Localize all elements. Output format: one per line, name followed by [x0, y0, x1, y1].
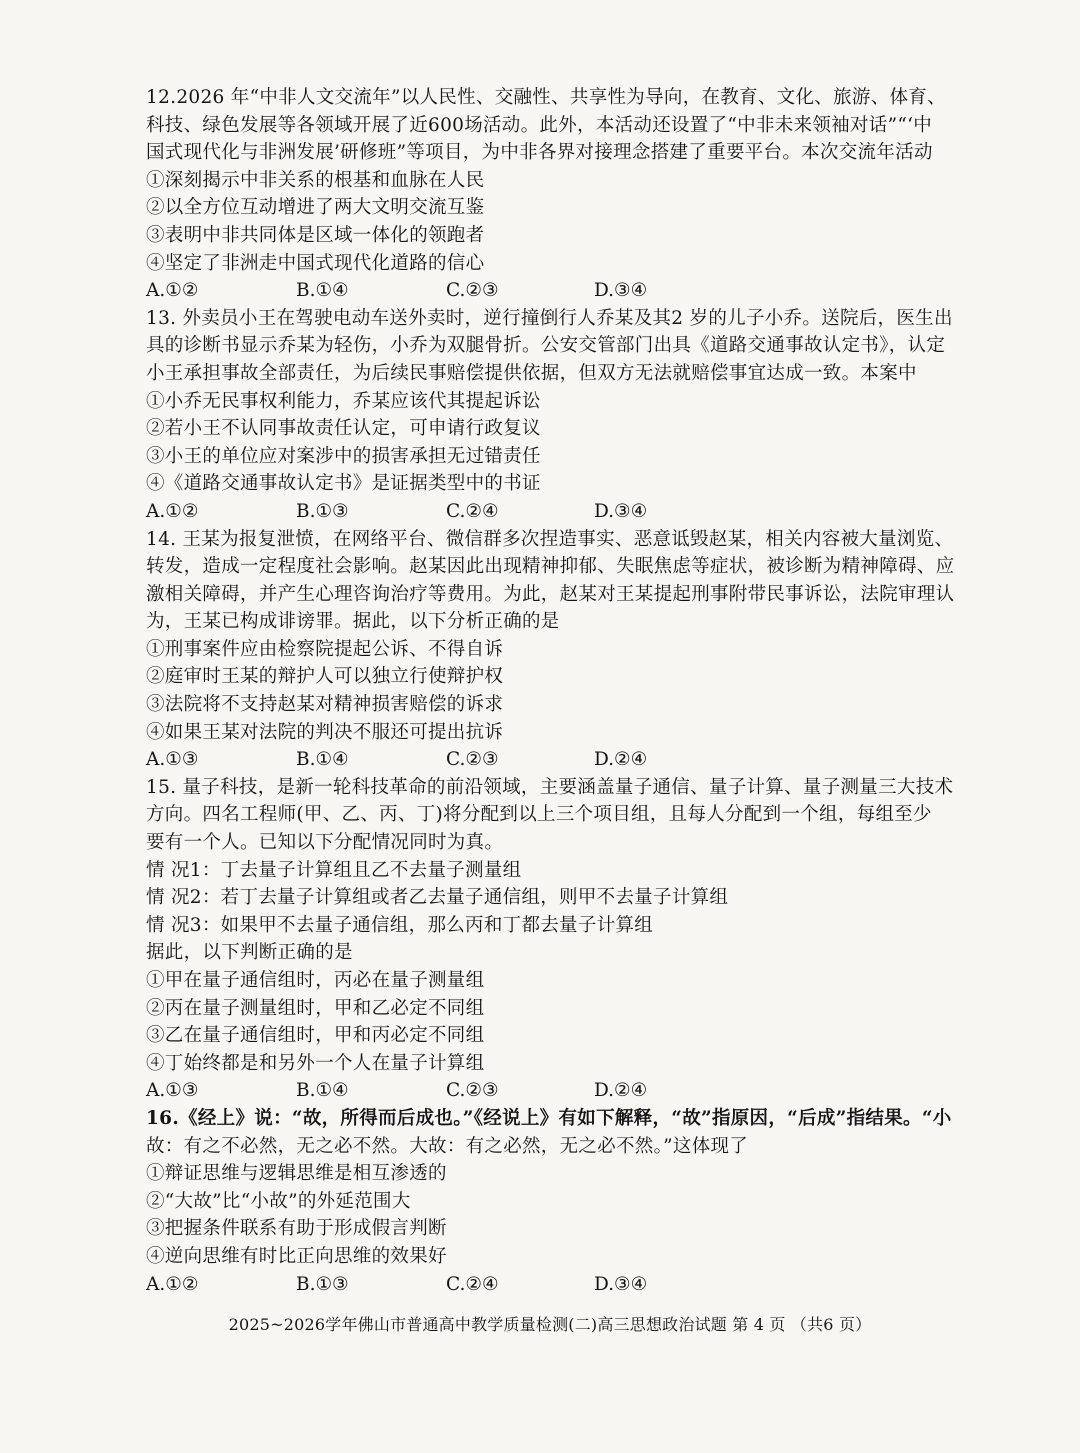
question-12-stem-line: 科技、绿色发展等各领域开展了近600场活动。此外，本活动还设置了“中非未来领袖对话”“‘中	[146, 114, 933, 136]
question-14-stem-line: 转发，造成一定程度社会影响。赵某因此出现精神抑郁、失眠焦虑等症状，被诊断为精神障碍、应	[146, 556, 955, 578]
question-14-option: ①刑事案件应由检察院提起公诉、不得自诉	[146, 638, 504, 660]
question-14-stem-line: 14. 王某为报复泄愤，在网络平台、微信群多次捏造事实、恶意诋毁赵某，相关内容被大量浏览、	[146, 528, 954, 550]
question-15-option: ①甲在量子通信组时，丙必在量子测量组	[146, 970, 485, 991]
answer-a: A.①②	[146, 280, 199, 302]
answer-b: B.①③	[296, 500, 349, 522]
question-12-stem-line: 国式现代化与非洲发展’研修班”等项目，为中非各界对接理念搭建了重要平台。本次交流年活动	[146, 142, 933, 164]
answer-d: D.③④	[594, 500, 648, 522]
answer-c: C.②④	[446, 500, 499, 522]
question-15-condition: 情 况1：丁去量子计算组且乙不去量子测量组	[146, 859, 522, 881]
answer-b: B.①④	[296, 280, 349, 302]
question-13-stem-line: 小王承担事故全部责任，为后续民事赔偿提供依据，但双方无法就赔偿事宜达成一致。本案中	[146, 362, 917, 384]
question-13-stem-line: 13. 外卖员小王在驾驶电动车送外卖时，逆行撞倒行人乔某及其2 岁的儿子小乔。送院后，医生出	[146, 307, 953, 329]
question-13-option: ④《道路交通事故认定书》是证据类型中的书证	[146, 473, 541, 495]
answer-a: A.①②	[146, 1273, 199, 1295]
question-14-stem-line: 激相关障碍，并产生心理咨询治疗等费用。为此，赵某对王某提起刑事附带民事诉讼，法院审理认	[146, 583, 955, 605]
question-16-answers	[146, 1271, 952, 1299]
question-14-option: ④如果王某对法院的判决不服还可提出抗诉	[146, 721, 504, 743]
question-15-option: ④丁始终都是和另外一个人在量子计算组	[146, 1052, 485, 1074]
page-footer: 2025~2026学年佛山市普通高中教学质量检测(二)高三思想政治试题 第 4 页 （共6 页）	[228, 1315, 872, 1334]
question-13-option: ②若小王不认同事故责任认定，可申请行政复议	[146, 418, 541, 440]
question-15-option: ②丙在量子测量组时，甲和乙必定不同组	[146, 997, 485, 1019]
question-16-option: ④逆向思维有时比正向思维的效果好	[146, 1245, 447, 1267]
question-14-option: ②庭审时王某的辩护人可以独立行使辩护权	[146, 666, 504, 688]
question-12-option: ①深刻揭示中非关系的根基和血脉在人民	[146, 169, 485, 191]
question-12-stem-line: 12.2026 年“中非人文交流年”以人民性、交融性、共享性为导向，在教育、文化、旅游、体育、	[146, 87, 946, 108]
answer-c: C.②③	[446, 280, 499, 302]
answer-c: C.②③	[446, 1080, 499, 1102]
question-15-condition: 情 况2：若丁去量子计算组或者乙去量子通信组，则甲不去量子计算组	[146, 887, 729, 909]
answer-a: A.①②	[146, 500, 199, 522]
answer-c: C.②③	[446, 749, 499, 771]
question-13-answers	[146, 498, 952, 526]
question-16-stem-line: 16.《经上》说：“故，所得而后成也。”《经说上》有如下解释，“故”指原因，“后成”指结果。“小	[146, 1107, 952, 1129]
question-16	[146, 1105, 952, 1298]
question-15-option: ③乙在量子通信组时，甲和丙必定不同组	[146, 1025, 485, 1047]
question-12-option: ③表明中非共同体是区域一体化的领跑者	[146, 224, 485, 246]
question-12-answers	[146, 277, 952, 305]
question-12-option: ④坚定了非洲走中国式现代化道路的信心	[146, 252, 485, 274]
question-16-option: ①辩证思维与逻辑思维是相互渗透的	[146, 1163, 447, 1185]
question-16-option: ③把握条件联系有助于形成假言判断	[146, 1218, 447, 1240]
question-13-option: ③小王的单位应对案涉中的损害承担无过错责任	[146, 445, 541, 467]
question-15-answers	[146, 1077, 952, 1105]
question-14-stem-line: 为，王某已构成诽谤罪。据此，以下分析正确的是	[146, 611, 560, 633]
question-13-stem-line: 具的诊断书显示乔某为轻伤，小乔为双腿骨折。公安交管部门出具《道路交通事故认定书》，认定	[146, 335, 946, 357]
question-13	[146, 305, 952, 526]
question-14-answers	[146, 746, 952, 774]
question-16-option: ②“大故”比“小故”的外延范围大	[146, 1190, 411, 1212]
question-14	[146, 526, 955, 774]
answer-c: C.②④	[446, 1273, 499, 1295]
question-15	[146, 774, 952, 1105]
answer-a: A.①③	[146, 749, 199, 771]
question-15-stem-line: 方向。四名工程师(甲、乙、丙、丁)将分配到以上三个项目组，且每人分配到一个组，每组至少	[146, 804, 932, 826]
answer-b: B.①③	[296, 1273, 349, 1295]
answer-d: D.③④	[594, 280, 648, 302]
question-14-option: ③法院将不支持赵某对精神损害赔偿的诉求	[146, 694, 504, 716]
question-15-stem-line: 15. 量子科技，是新一轮科技革命的前沿领域，主要涵盖量子通信、量子计算、量子测量三大技术	[146, 776, 954, 798]
answer-d: D.②④	[594, 749, 648, 771]
answer-a: A.①③	[146, 1080, 199, 1102]
answer-b: B.①④	[296, 1080, 349, 1102]
question-12-option: ②以全方位互动增进了两大文明交流互鉴	[146, 197, 485, 219]
question-15-condition: 情 况3：如果甲不去量子通信组，那么丙和丁都去量子计算组	[146, 914, 654, 936]
question-12	[146, 84, 952, 305]
answer-d: D.②④	[594, 1080, 648, 1102]
answer-d: D.③④	[594, 1273, 648, 1295]
answer-b: B.①④	[296, 749, 349, 771]
question-16-stem-line: 故：有之不必然，无之必不然。大故：有之必然，无之必不然。”这体现了	[146, 1135, 749, 1157]
question-15-stem-line: 据此，以下判断正确的是	[146, 942, 353, 964]
question-15-stem-line: 要有一个人。已知以下分配情况同时为真。	[146, 832, 504, 854]
question-13-option: ①小乔无民事权利能力，乔某应该代其提起诉讼	[146, 390, 541, 412]
